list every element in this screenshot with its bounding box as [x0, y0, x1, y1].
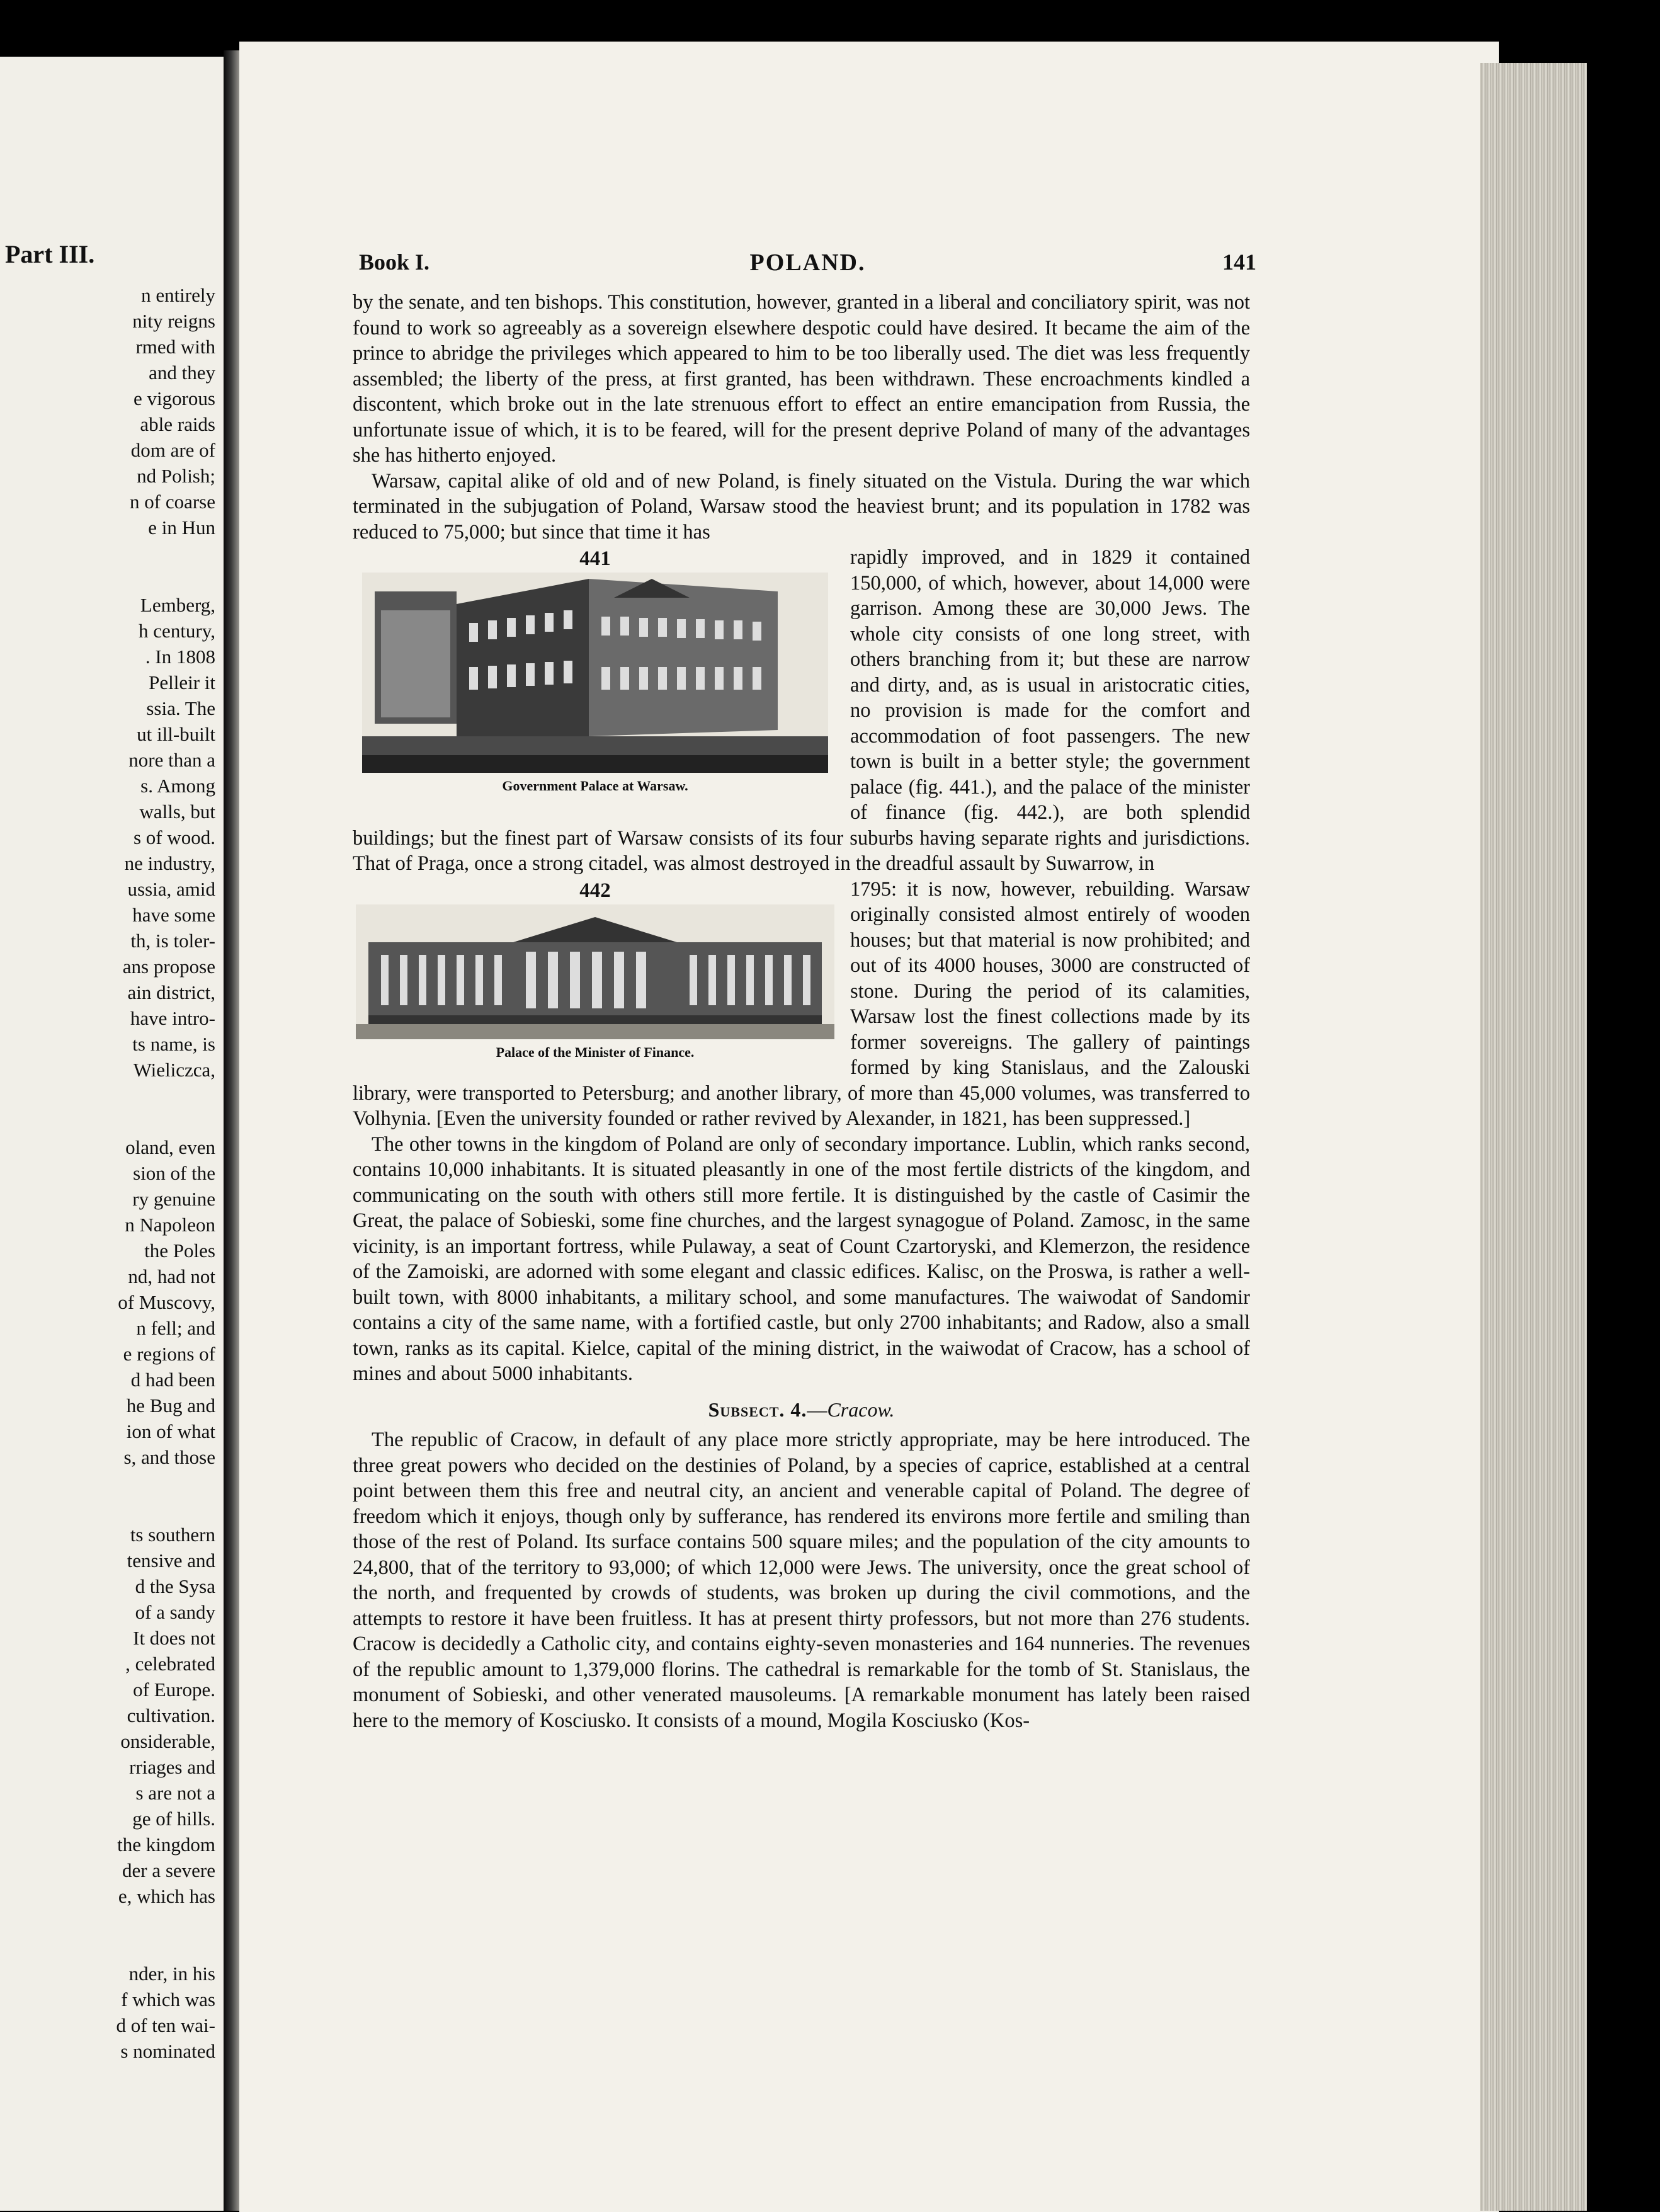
left-facing-page: [0, 57, 224, 2211]
finance-palace-engraving: [356, 904, 834, 1039]
government-palace-engraving: [362, 573, 828, 773]
figure-number: 441: [579, 547, 611, 570]
left-page-line: ne industry,: [124, 852, 215, 874]
left-page-line: Lemberg,: [140, 594, 215, 616]
edge-shadow: [1587, 63, 1660, 2212]
left-page-line: cultivation.: [127, 1704, 215, 1726]
left-page-line: ssia. The: [146, 697, 215, 719]
left-page-line: tensive and: [127, 1549, 215, 1571]
left-page-line: . In 1808: [145, 646, 215, 668]
left-page-line: ge of hills.: [132, 1808, 215, 1830]
page-number: 141: [1222, 249, 1256, 275]
left-page-header: Part III.: [5, 240, 95, 268]
page-edges: [1480, 63, 1593, 2211]
paragraph-other-towns: The other towns in the kingdom of Poland are only of secondary importance. Lublin, which ranks second, contains 10,000 inhabitants. It is situated pleasantly in one of the most fertile districts of the kingdom, and communicating on the south with others still more fertile. It is distinguished by the castle of Casimir the Great, the palace of Sobieski, some fine churches, and the largest synagogue of Poland. Zamosc, in the same vicinity, is an important fortress, while Pulaway, a seat of Count Czartoryski, and Klemerzon, the residence of the Zamoiski, are adorned with some elegant and classic edifices. Kalisc, on the Proswa, is rather a well-built town, with 8000 inhabitants, a military school, and some manufactures. The waiwodat of Sandomir contains a city of the same name, with a fortified castle, but only 2700 inhabitants; and Radow, also a small town, ranks as its capital. Kielce, capital of the mining district, in the waiwodat of Cracow, has a school of mines and about 5000 inhabitants.: [353, 1132, 1250, 1385]
left-page-line: nd, had not: [128, 1265, 215, 1287]
left-page-line: and they: [149, 362, 215, 384]
left-page-line: ut ill-built: [137, 723, 215, 745]
left-page-line: oland, even: [125, 1136, 215, 1158]
paragraph-cracow: The republic of Cracow, in default of any place more strictly appropriate, may be here introduced. The three great powers who decided on the destinies of Poland, by a species of caprice, established at a central point between them this free and neutral city, an ancient and venerable capital of Poland. The degree of freedom which it enjoys, though only by sufferance, has rendered its environs more fertile and smiling than those of the rest of Poland. Its surface contains 500 square miles; and the population of the city amounts to 24,800, that of the territory to 93,000; of which 12,000 were Jews. The university, once the great school of the north, and frequented by crowds of students, was broken up during the civil commotions, and the attempts to restore it have been fruitless. It has at present thirty professors, but not more than 276 students. Cracow is decidedly a Catholic city, and contains eighty-seven monasteries and 164 nunneries. The revenues of the republic amount to 1,379,000 florins. The cathedral is remarkable for the tomb of St. Stanislaus, the monument of Sobieski, and other venerated mausoleums. [A remarkable monument has lately been raised here to the memory of Kosciusko. It consists of a mound, Mogila Kosciusko (Kos-: [353, 1428, 1250, 1732]
left-page-line: [0, 1909, 222, 1961]
left-page-line: It does not: [133, 1627, 215, 1649]
left-page-line: nd Polish;: [137, 465, 215, 487]
figure-number: 442: [579, 879, 611, 902]
left-page-text: [0, 282, 222, 2064]
left-page-line: of a sandy: [135, 1601, 215, 1623]
left-page-line: ry genuine: [132, 1188, 215, 1210]
left-page-line: ain district,: [127, 981, 215, 1003]
left-page-line: n Napoleon: [125, 1214, 215, 1236]
left-page-line: Pelleir it: [149, 671, 215, 693]
left-page-line: rmed with: [135, 336, 215, 358]
book-label: Book I.: [359, 249, 430, 275]
body-text: [353, 290, 1250, 1733]
left-page-line: onsiderable,: [120, 1730, 215, 1752]
paragraph-warsaw-continued: rapidly improved, and in 1829 it contained 150,000, of which, however, about 14,000 were garrison. Among these are 30,000 Jews. The whole city consists of one long street, with others branching from it; but these are narrow and dirty, and, as is usual in aristocratic cities, no provision is made for the comfort and accommodation of foot passengers. The new town is built in a better style; the government palace (fig. 441.), and the palace of the minister of finance (fig. 442.), are both splendid buildings; but the finest part of Warsaw consists of its four suburbs having separate rights and jurisdictions. That of Praga, once a strong citadel, was almost destroyed in the dreadful assault by Suwarrow, in: [353, 546, 1250, 875]
paragraph-warsaw: Warsaw, capital alike of old and of new Poland, is finely situated on the Vistula. During the war which terminated in the subjugation of Poland, Warsaw stood the heaviest brunt; and its population in 1782 was reduced to 75,000; but since that time it has: [353, 469, 1250, 544]
left-page-line: s of wood.: [133, 826, 215, 848]
figure-441: [353, 545, 838, 804]
paragraph-warsaw-history: 1795: it is now, however, rebuilding. Warsaw originally consisted almost entirely of wooden houses; but that material is now prohibited; and out of its 4000 houses, 3000 are constructed of stone. During the period of its calamities, Warsaw lost the finest collections made by its former sovereigns. The gallery of paintings formed by king Stanislaus, and the Zalouski library, were transported to Petersburg; and another library, of more than 45,000 volumes, was transferred to Volhynia. [Even the university founded or rather revived by Alexander, in 1821, has been suppressed.]: [353, 877, 1250, 1130]
left-page-line: the Poles: [144, 1240, 215, 1262]
left-page-line: of Muscovy,: [118, 1291, 215, 1313]
left-page-line: able raids: [140, 413, 215, 435]
left-page-line: e, which has: [118, 1885, 215, 1907]
left-page-line: ts name, is: [132, 1033, 215, 1055]
subsection-title: Cracow.: [827, 1398, 895, 1421]
left-page-line: dom are of: [130, 439, 215, 461]
left-page-line: e vigorous: [133, 387, 215, 409]
left-page-line: the kingdom: [117, 1833, 215, 1856]
left-page-line: [0, 1470, 222, 1522]
left-page-line: nore than a: [128, 749, 215, 771]
left-page-line: s. Among: [140, 775, 215, 797]
left-page-line: he Bug and: [126, 1394, 215, 1417]
running-header: [359, 249, 1256, 280]
left-page-line: sion of the: [133, 1162, 215, 1184]
figure-caption: Palace of the Minister of Finance.: [496, 1044, 695, 1060]
left-page-line: s nominated: [120, 2040, 215, 2062]
left-page-line: nder, in his: [128, 1963, 215, 1985]
left-page-line: e in Hun: [148, 516, 215, 539]
left-page-line: h century,: [139, 620, 215, 642]
left-page-line: have intro-: [130, 1007, 215, 1029]
subsection-label: Subsect. 4.: [708, 1398, 807, 1421]
left-page-line: e regions of: [123, 1343, 215, 1365]
left-page-line: th, is toler-: [130, 930, 215, 952]
left-page-line: [0, 1083, 222, 1134]
left-page-line: ion of what: [126, 1420, 215, 1442]
left-page-line: n fell; and: [136, 1317, 215, 1339]
left-page-line: d of ten wai-: [116, 2014, 215, 2036]
left-page-line: have some: [132, 904, 215, 926]
left-page-line: nity reigns: [132, 310, 215, 332]
left-page-line: f which was: [121, 1988, 215, 2010]
left-page-line: of Europe.: [133, 1679, 215, 1701]
left-page-line: n of coarse: [130, 491, 215, 513]
left-page-line: s, and those: [123, 1446, 215, 1468]
left-page-line: der a severe: [122, 1859, 215, 1881]
subsection-heading: Subsect. 4.—Cracow.: [708, 1398, 895, 1421]
paragraph-constitution: by the senate, and ten bishops. This constitution, however, granted in a liberal and conciliatory spirit, was not found to work so agreeably as a sovereign elsewhere despotic could have desired. It became the aim of the prince to abridge the privileges which appeared to him to be too liberally used. The diet was less frequently assembled; the liberty of the press, at first granted, has been withdrawn. These encroachments kindled a discontent, which broke out in the late strenuous effort to effect an entire emancipation from Russia, the unfortunate issue of which, it is to be feared, will for the present deprive Poland of many of the advantages she has hitherto enjoyed.: [353, 291, 1250, 467]
figure-caption: Government Palace at Warsaw.: [502, 778, 688, 794]
left-page-line: rriages and: [129, 1756, 215, 1778]
left-page-line: ans propose: [122, 955, 215, 978]
left-page-line: [0, 540, 222, 592]
left-page-line: , celebrated: [125, 1653, 215, 1675]
left-page-line: n entirely: [141, 284, 215, 306]
left-page-line: ts southern: [130, 1524, 215, 1546]
left-page-line: d the Sysa: [135, 1575, 215, 1597]
left-page-line: d had been: [130, 1369, 215, 1391]
left-page-line: Wieliczca,: [133, 1059, 215, 1081]
figure-442: [353, 877, 838, 1069]
page-title: POLAND.: [749, 249, 866, 276]
left-page-line: walls, but: [139, 801, 215, 823]
left-page-line: ussia, amid: [127, 878, 215, 900]
left-page-line: s are not a: [135, 1782, 215, 1804]
